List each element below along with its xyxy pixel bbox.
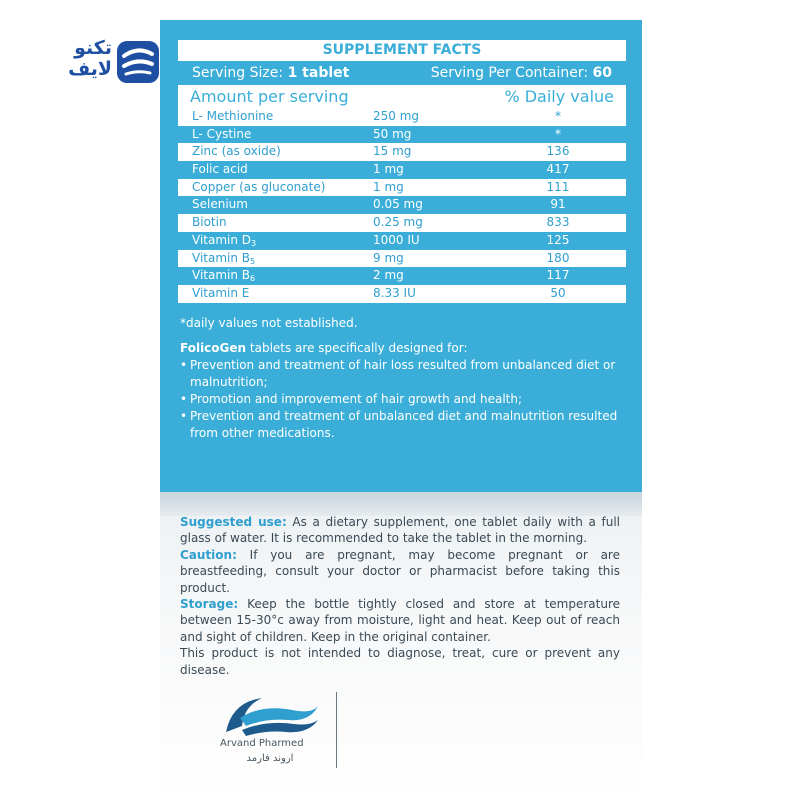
- nutrient-name: Biotin: [192, 215, 227, 230]
- watermark-text-line2: لایف: [68, 58, 112, 80]
- amount-header: Amount per serving: [190, 87, 349, 106]
- nutrient-row: [178, 161, 626, 179]
- caution-label: Caution:: [180, 547, 237, 562]
- nutrient-row: [178, 143, 626, 161]
- facts-title: SUPPLEMENT FACTS: [178, 40, 626, 61]
- benefit-item: • Prevention and treatment of hair loss resulted from unbalanced diet or malnutrition;: [180, 357, 620, 391]
- nutrient-amount: 1000 IU: [373, 232, 420, 247]
- serving-per-container-value: 60: [592, 65, 612, 81]
- caution-text: If you are pregnant, may become pregnant or are breastfeeding, consult your doctor or pharmacist before taking this product.: [180, 547, 620, 595]
- nutrient-name: Vitamin $B_5$: [192, 250, 256, 266]
- nutrient-daily-value: 136: [546, 144, 570, 159]
- nutrient-row: [178, 214, 626, 232]
- benefit-item: • Prevention and treatment of unbalanced diet and malnutrition resulted from other medications.: [180, 408, 620, 442]
- storage: [180, 596, 620, 645]
- storage-label: Storage:: [180, 597, 239, 612]
- nutrient-rows: [178, 108, 626, 303]
- storage-text: Keep the bottle tightly closed and store at temperature between 15-30°c away from moisture, light and heat. Keep out of reach and sight of children. Keep in the original container.: [180, 597, 620, 644]
- nutrient-daily-value: *: [555, 109, 561, 123]
- nutrient-subscript: 3: [251, 238, 257, 248]
- nutrient-daily-value: 833: [546, 215, 570, 230]
- nutrient-row: [178, 232, 626, 250]
- nutrient-row: [178, 108, 626, 126]
- nutrient-name: L- Methionine: [192, 109, 274, 123]
- nutrient-daily-value: 125: [546, 232, 570, 247]
- description-intro-text: tablets are specifically designed for:: [246, 341, 468, 355]
- panel-fold-band: [160, 492, 642, 516]
- nutrient-daily-value: 91: [550, 197, 566, 212]
- nutrient-name: Folic acid: [192, 162, 248, 177]
- logo-divider: [336, 692, 337, 768]
- daily-value-header: % Daily value: [504, 87, 614, 106]
- nutrient-name: Copper (as gluconate): [192, 179, 326, 194]
- nutrient-row: [178, 267, 626, 285]
- suggested-use-text: As a dietary supplement, one tablet daily with a full glass of water. It is recommended to take the tablet in the morning.: [180, 515, 620, 546]
- serving-row: [178, 61, 626, 85]
- nutrient-amount: 0.05 mg: [373, 197, 423, 212]
- nutrient-row: [178, 250, 626, 268]
- serving-size-label: Serving Size:: [192, 65, 284, 81]
- nutrient-daily-value: 50: [550, 285, 566, 300]
- watermark-text: [36, 38, 112, 80]
- nutrient-name: L- Cystine: [192, 126, 252, 141]
- nutrient-row: [178, 196, 626, 214]
- wave-logo-icon: [222, 692, 320, 738]
- serving-per-container: [431, 61, 612, 85]
- serving-per-container-label: Serving Per Container:: [430, 65, 589, 81]
- benefit-item: • Promotion and improvement of hair growth and health;: [180, 391, 620, 408]
- nutrient-daily-value: 111: [546, 179, 570, 194]
- nutrient-amount: 8.33 IU: [373, 285, 416, 300]
- watermark-logo: [36, 38, 166, 88]
- nutrient-row: [178, 285, 626, 303]
- caution: [180, 547, 620, 596]
- nutrient-name: Zinc (as oxide): [192, 144, 281, 159]
- nutrient-amount: 1 mg: [373, 179, 404, 194]
- nutrient-daily-value: 417: [546, 162, 570, 177]
- product-package: [160, 20, 642, 800]
- nutrient-daily-value: 180: [546, 250, 570, 265]
- nutrient-subscript: 5: [250, 256, 256, 266]
- nutrient-amount: 15 mg: [373, 144, 412, 159]
- nutrient-daily-value: *: [555, 126, 561, 141]
- suggested-use-label: Suggested use:: [180, 515, 287, 529]
- nutrient-amount: 0.25 mg: [373, 215, 423, 230]
- amount-header-row: [178, 85, 626, 108]
- nutrient-name: Vitamin $D_3$: [192, 232, 257, 248]
- watermark-mark-icon: [116, 40, 160, 84]
- supplement-facts-table: [178, 40, 626, 303]
- nutrient-amount: 1 mg: [373, 162, 404, 177]
- product-description: [180, 340, 620, 442]
- daily-values-note: *daily values not established.: [180, 316, 358, 330]
- serving-size-value: 1 tablet: [287, 65, 350, 81]
- brand-name: FolicoGen: [180, 341, 247, 355]
- nutrient-name: Vitamin $B_6$: [192, 268, 256, 284]
- nutrient-daily-value: 117: [546, 268, 570, 283]
- brand-name-english: Arvand Pharmed: [220, 738, 304, 749]
- nutrient-subscript: 6: [250, 274, 256, 284]
- nutrient-amount: 2 mg: [373, 268, 404, 283]
- serving-size: [192, 61, 349, 85]
- brand-name-persian: اروند فارمد: [246, 753, 294, 764]
- description-intro: [180, 340, 620, 357]
- nutrient-name: Vitamin E: [192, 285, 250, 300]
- nutrient-amount: 250 mg: [373, 109, 420, 123]
- nutrient-name: Selenium: [192, 197, 248, 212]
- nutrient-row: [178, 179, 626, 197]
- disclaimer: This product is not intended to diagnose, treat, cure or prevent any disease.: [180, 646, 620, 677]
- watermark-text-line1: تکنو: [74, 37, 112, 59]
- nutrient-amount: 50 mg: [373, 126, 412, 141]
- nutrient-row: [178, 126, 626, 144]
- benefit-list: [180, 357, 620, 442]
- nutrient-amount: 9 mg: [373, 250, 404, 265]
- usage-instructions: [180, 514, 620, 678]
- suggested-use: [180, 514, 620, 547]
